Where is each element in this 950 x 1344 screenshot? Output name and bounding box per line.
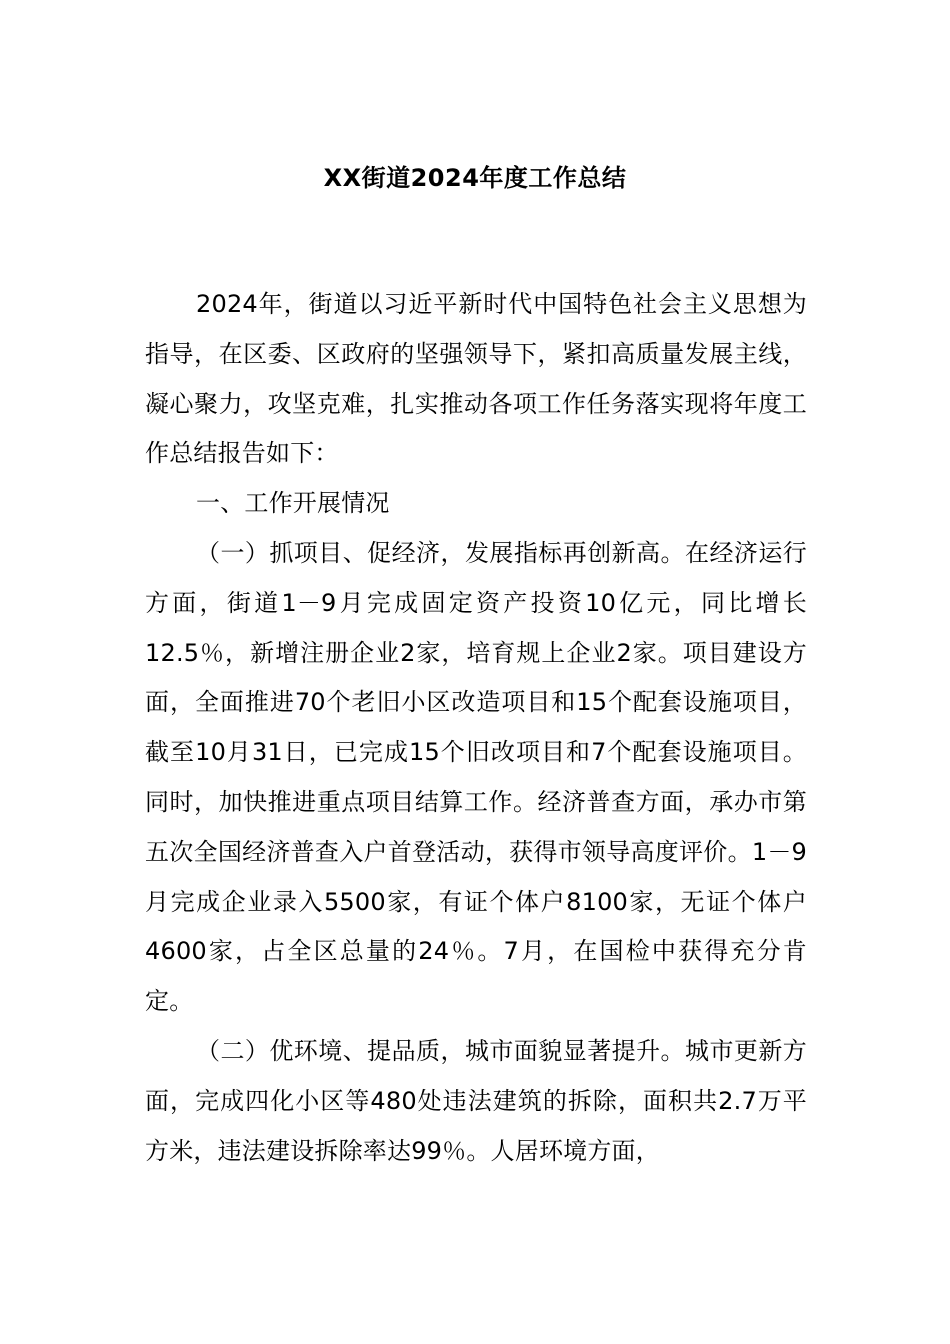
document-title: XX街道2024年度工作总结 [323,164,627,192]
intro-paragraph: 2024年，街道以习近平新时代中国特色社会主义思想为指导，在区委、区政府的坚强领导下，紧扣高质量发展主线，凝心聚力，攻坚克难，扎实推动各项工作任务落实现将年度工作总结报告如下： [145,290,807,468]
section-heading: 一、工作开展情况 [196,489,390,518]
document-body [145,280,807,1176]
economy-paragraph: （一）抓项目、促经济，发展指标再创新高。在经济运行方面，街道1－9月完成固定资产投资10亿元，同比增长12.5％，新增注册企业2家，培育规上企业2家。项目建设方面，全面推进70个老旧小区改造项目和15个配套设施项目，截至10月31日，已完成15个旧改项目和7个配套设施项目。同时，加快推进重点项目结算工作。经济普查方面，承办市第五次全国经济普查入户首登活动，获得市领导高度评价。1－9月完成企业录入5500家，有证个体户8100家，无证个体户4600家，占全区总量的24％。7月，在国检中获得充分肯定。 [145,538,807,1016]
environment-paragraph: （二）优环境、提品质，城市面貌显著提升。城市更新方面，完成四化小区等480处违法建筑的拆除，面积共2.7万平方米，违法建设拆除率达99％。人居环境方面， [145,1036,807,1165]
